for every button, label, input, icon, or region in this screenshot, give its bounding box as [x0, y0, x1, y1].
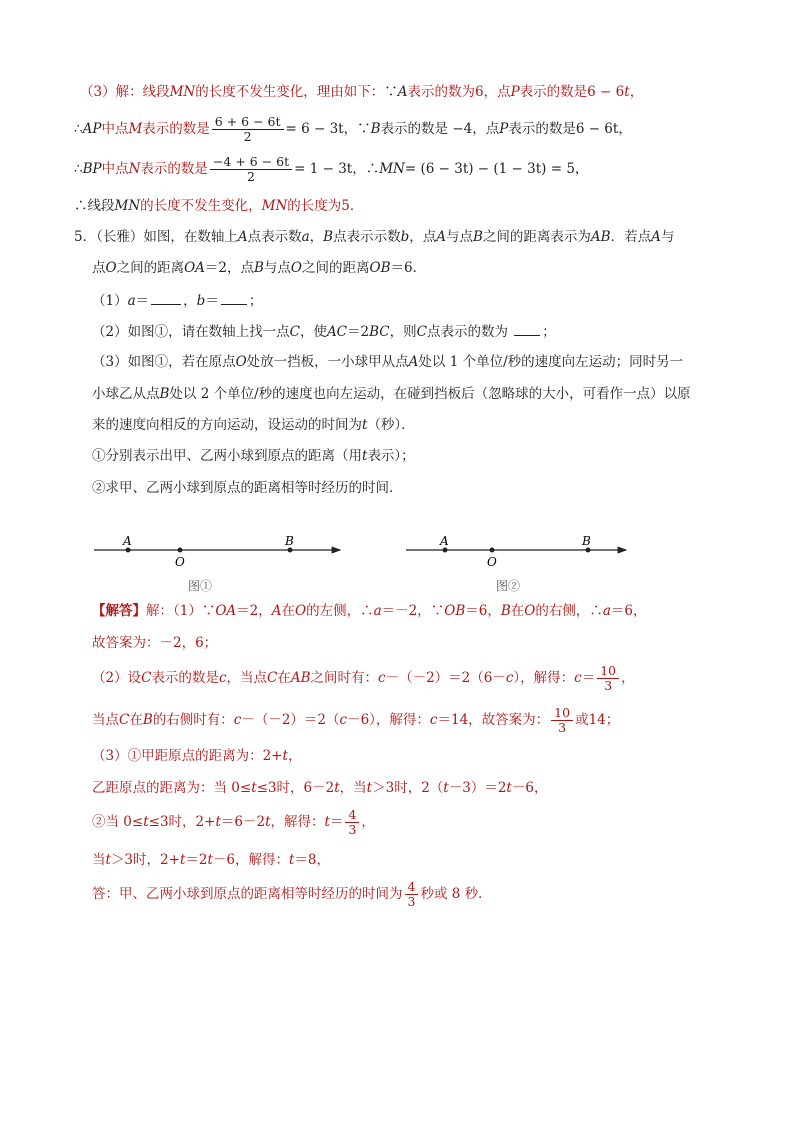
figure1-point-o	[178, 548, 183, 553]
figure2-point-a	[443, 548, 448, 553]
answer-blank-b	[221, 290, 247, 305]
figure2-point-b	[586, 548, 591, 553]
answer-blank-c	[514, 321, 540, 336]
question3-line2: 小球乙从点B处以 2 个单位/秒的速度也向左运动，在碰到挡板后（忽略球的大小，可看作一点）以原	[92, 386, 691, 402]
subquestion2: ②求甲、乙两小球到原点的距离相等时经历的时间．	[92, 480, 403, 496]
figure1-caption: 图①	[188, 579, 213, 593]
question3-line1: （3）如图①，若在原点O处放一挡板，一小球甲从点A处以 1 个单位/秒的速度向左运动；同时另一	[92, 354, 684, 370]
figure1-point-a	[126, 548, 131, 553]
fraction-10-3-b: $\frac{10}{3}$	[551, 706, 573, 735]
answer-line2: 故答案为：－2，6；	[92, 635, 218, 651]
answer-line8: 当t＞3时，2+t＝2t－6，解得：t＝8，	[92, 852, 331, 868]
figure2-label-b: B	[582, 534, 591, 548]
answer-line9: 答：甲、乙两小球到原点的距离相等时经历的时间为 $\frac{4}{3}$ 秒或 8 秒．	[92, 879, 492, 909]
figure1-number-line	[94, 534, 340, 593]
figure2-point-o	[490, 548, 495, 553]
problem5-line2: 点O之间的距离OA＝2，点B与点O之间的距离OB＝6．	[92, 260, 427, 276]
solution3-line4: ∴线段MN的长度不发生变化，MN的长度为5．	[74, 198, 364, 214]
figure2-number-line	[406, 534, 626, 593]
figure1-label-o: O	[175, 555, 185, 569]
fraction-4-3-a: $\frac{4}{3}$	[345, 808, 359, 837]
answer-line6: 乙距原点的距离为：当 0≤t≤3时，6－2t，当t＞3时，2（t－3）＝2t－6，	[92, 780, 548, 796]
figure1-label-a: A	[123, 534, 132, 548]
answer-line1: 【解答】解：（1）∵OA＝2，A在O的左侧，∴a＝－2，∵OB＝6，B在O的右侧，∴a＝6，	[92, 603, 647, 619]
figure1-label-b: B	[285, 534, 294, 548]
fraction-10-3-a: $\frac{10}{3}$	[597, 664, 619, 693]
answer-line5: （3）①甲距原点的距离为：2+t，	[92, 748, 302, 764]
fraction-m: $\frac{6 + 6 - 6t}{2}$	[212, 115, 284, 144]
answer-line7: ②当 0≤t≤3时，2+t＝6－2t，解得：t＝ $\frac{4}{3}$ ，	[92, 807, 375, 837]
question1: （1）a＝ ，b＝ ；	[92, 290, 262, 311]
question3-line3: 来的速度向相反的方向运动，设运动的时间为t（秒）．	[92, 417, 415, 433]
figure2-caption: 图②	[496, 579, 521, 593]
figure2-label-o: O	[487, 555, 497, 569]
number-line-figures	[90, 528, 650, 598]
figure1-point-b	[288, 548, 293, 553]
solution3-line2: ∴AP中点M表示的数是 $\frac{6 + 6 - 6t}{2}$ = 6 − 3t，∵B表示的数是 −4，点P表示的数是6 − 6t，	[74, 114, 632, 144]
answer-line4: 当点C在B的右侧时有：c－（－2）＝2（c－6），解得：c＝14，故答案为： $\frac{10}{3}$ 或14；	[92, 705, 620, 735]
answer-line3: （2）设C表示的数是c，当点C在AB之间时有：c－（－2）＝2（6－c），解得：c＝ $\frac{10}{3}$ ，	[92, 663, 635, 693]
subquestion1: ①分别表示出甲、乙两小球到原点的距离（用t表示）；	[92, 448, 415, 464]
answer-blank-a	[151, 290, 181, 305]
solution3-line3: ∴BP中点N表示的数是 $\frac{-4 + 6 - 6t}{2}$ = 1 − 3t，∴MN= (6 − 3t) − (1 − 3t) = 5，	[74, 154, 589, 184]
fraction-n: $\frac{-4 + 6 - 6t}{2}$	[210, 155, 292, 184]
question2: （2）如图①，请在数轴上找一点C，使AC＝2BC，则C点表示的数为 ；	[92, 321, 556, 342]
problem5-line1: 5．（长雅）如图，在数轴上A点表示数a，B点表示示数b，点A与点B之间的距离表示为AB．若点A与	[74, 229, 675, 245]
figure2-label-a: A	[440, 534, 449, 548]
fraction-4-3-b: $\frac{4}{3}$	[405, 880, 419, 909]
solution3-line1: （3）解：线段MN的长度不发生变化，理由如下：∵A表示的数为6，点P表示的数是6 − 6t，	[80, 84, 644, 100]
